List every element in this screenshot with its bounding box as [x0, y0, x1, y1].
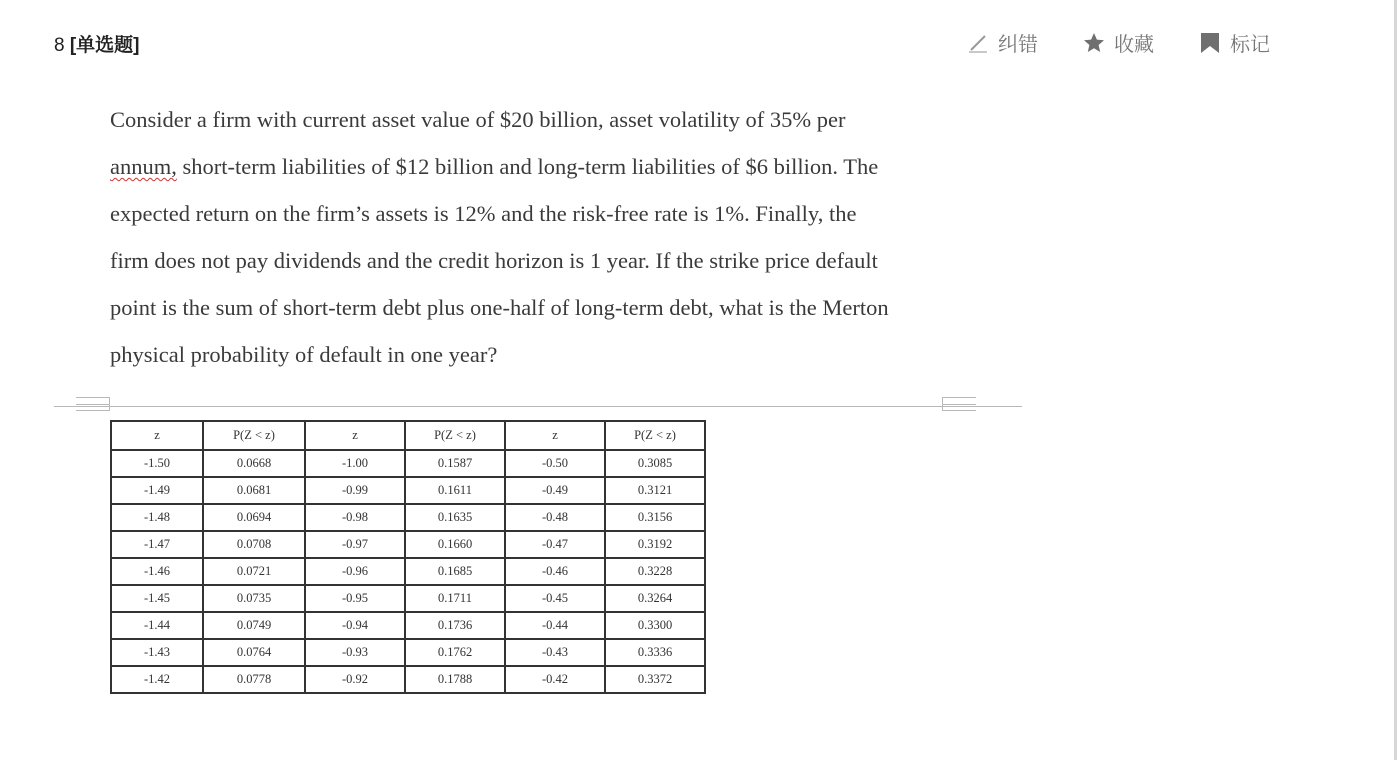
z-table-cell: -1.48	[111, 504, 203, 531]
question-text-line: Consider a firm with current asset value of $20 billion, asset volatility of 35% per	[110, 107, 846, 132]
z-table-cell: 0.3228	[605, 558, 705, 585]
question-text-line: firm does not pay dividends and the credit horizon is 1 year. If the strike price default	[110, 248, 878, 273]
z-table-cell: 0.3264	[605, 585, 705, 612]
z-table-cell: 0.1587	[405, 450, 505, 477]
z-table-cell: -0.96	[305, 558, 405, 585]
correct-button[interactable]	[966, 28, 1038, 57]
question-text	[110, 96, 970, 378]
z-table-cell: 0.0708	[203, 531, 305, 558]
z-table-cell: 0.3085	[605, 450, 705, 477]
z-table-header: z	[111, 421, 203, 450]
table-row	[111, 585, 705, 612]
question-content-image	[54, 96, 1024, 736]
z-table-cell: -1.00	[305, 450, 405, 477]
z-table-header-row	[111, 421, 705, 450]
z-table-header: P(Z < z)	[405, 421, 505, 450]
page-divider	[54, 406, 1022, 407]
z-table-cell: -0.99	[305, 477, 405, 504]
mark-label: 标记	[1230, 34, 1270, 56]
question-header	[54, 30, 140, 57]
z-table-cell: 0.0749	[203, 612, 305, 639]
z-table-cell: 0.1711	[405, 585, 505, 612]
z-table-cell: -1.45	[111, 585, 203, 612]
z-table-header: z	[505, 421, 605, 450]
z-table-cell: 0.1635	[405, 504, 505, 531]
question-actions	[966, 28, 1270, 57]
question-text-line: expected return on the firm’s assets is 12% and the risk-free rate is 1%. Finally, the	[110, 201, 857, 226]
z-table-cell: -0.44	[505, 612, 605, 639]
favorite-label: 收藏	[1114, 34, 1154, 56]
z-table-cell: -0.46	[505, 558, 605, 585]
z-table-cell: -1.50	[111, 450, 203, 477]
z-table-cell: 0.0764	[203, 639, 305, 666]
question-text-line	[110, 143, 970, 190]
z-table-cell: -0.94	[305, 612, 405, 639]
z-table-cell: -1.46	[111, 558, 203, 585]
z-table-cell: -0.97	[305, 531, 405, 558]
question-type: [单选题]	[69, 35, 140, 56]
z-table	[110, 420, 706, 694]
bookmark-flag-icon	[1198, 31, 1222, 55]
z-table-header: P(Z < z)	[605, 421, 705, 450]
z-table-cell: 0.0694	[203, 504, 305, 531]
z-table-cell: -0.43	[505, 639, 605, 666]
z-table-cell: -1.42	[111, 666, 203, 693]
z-table-cell: -0.98	[305, 504, 405, 531]
z-table-cell: 0.3156	[605, 504, 705, 531]
question-text-line: physical probability of default in one year?	[110, 342, 498, 367]
table-row	[111, 612, 705, 639]
margin-marker-left	[76, 397, 110, 411]
z-table-cell: -0.95	[305, 585, 405, 612]
z-table-cell: -0.42	[505, 666, 605, 693]
z-table-cell: 0.1736	[405, 612, 505, 639]
z-table-cell: 0.3372	[605, 666, 705, 693]
favorite-button[interactable]	[1082, 28, 1154, 57]
z-table-header: z	[305, 421, 405, 450]
z-table-cell: 0.3336	[605, 639, 705, 666]
z-table-cell: -0.49	[505, 477, 605, 504]
table-row	[111, 558, 705, 585]
z-table-cell: 0.3300	[605, 612, 705, 639]
mark-button[interactable]	[1198, 28, 1270, 57]
z-table-cell: -1.47	[111, 531, 203, 558]
z-table-cell: -0.93	[305, 639, 405, 666]
table-row	[111, 666, 705, 693]
z-table-cell: -0.48	[505, 504, 605, 531]
z-table-cell: 0.0681	[203, 477, 305, 504]
z-table-cell: 0.1685	[405, 558, 505, 585]
table-row	[111, 477, 705, 504]
question-number: 8	[54, 35, 65, 56]
z-table-cell: -0.45	[505, 585, 605, 612]
star-icon	[1082, 31, 1106, 55]
z-table-header: P(Z < z)	[203, 421, 305, 450]
table-row	[111, 450, 705, 477]
question-text-line: point is the sum of short-term debt plus one-half of long-term debt, what is the Merton	[110, 295, 889, 320]
z-table-cell: -1.43	[111, 639, 203, 666]
pencil-icon	[966, 31, 990, 55]
z-table-cell: -0.92	[305, 666, 405, 693]
table-row	[111, 504, 705, 531]
correct-label: 纠错	[998, 34, 1038, 56]
margin-marker-right	[942, 397, 976, 411]
z-table-cell: 0.1611	[405, 477, 505, 504]
z-table-cell: -0.50	[505, 450, 605, 477]
table-row	[111, 639, 705, 666]
z-table-cell: 0.1660	[405, 531, 505, 558]
z-table-cell: 0.3192	[605, 531, 705, 558]
z-table-cell: 0.1762	[405, 639, 505, 666]
z-table-cell: 0.0735	[203, 585, 305, 612]
z-table-cell: 0.0668	[203, 450, 305, 477]
question-text-fragment: short-term liabilities of $12 billion and long-term liabilities of $6 billion. The	[176, 154, 879, 179]
z-table-cell: -0.47	[505, 531, 605, 558]
spellcheck-word: annum,	[110, 154, 177, 179]
z-table-cell: -1.49	[111, 477, 203, 504]
z-table-cell: 0.0778	[203, 666, 305, 693]
table-row	[111, 531, 705, 558]
z-table-cell: 0.3121	[605, 477, 705, 504]
z-table-cell: -1.44	[111, 612, 203, 639]
z-table-cell: 0.0721	[203, 558, 305, 585]
z-table-cell: 0.1788	[405, 666, 505, 693]
